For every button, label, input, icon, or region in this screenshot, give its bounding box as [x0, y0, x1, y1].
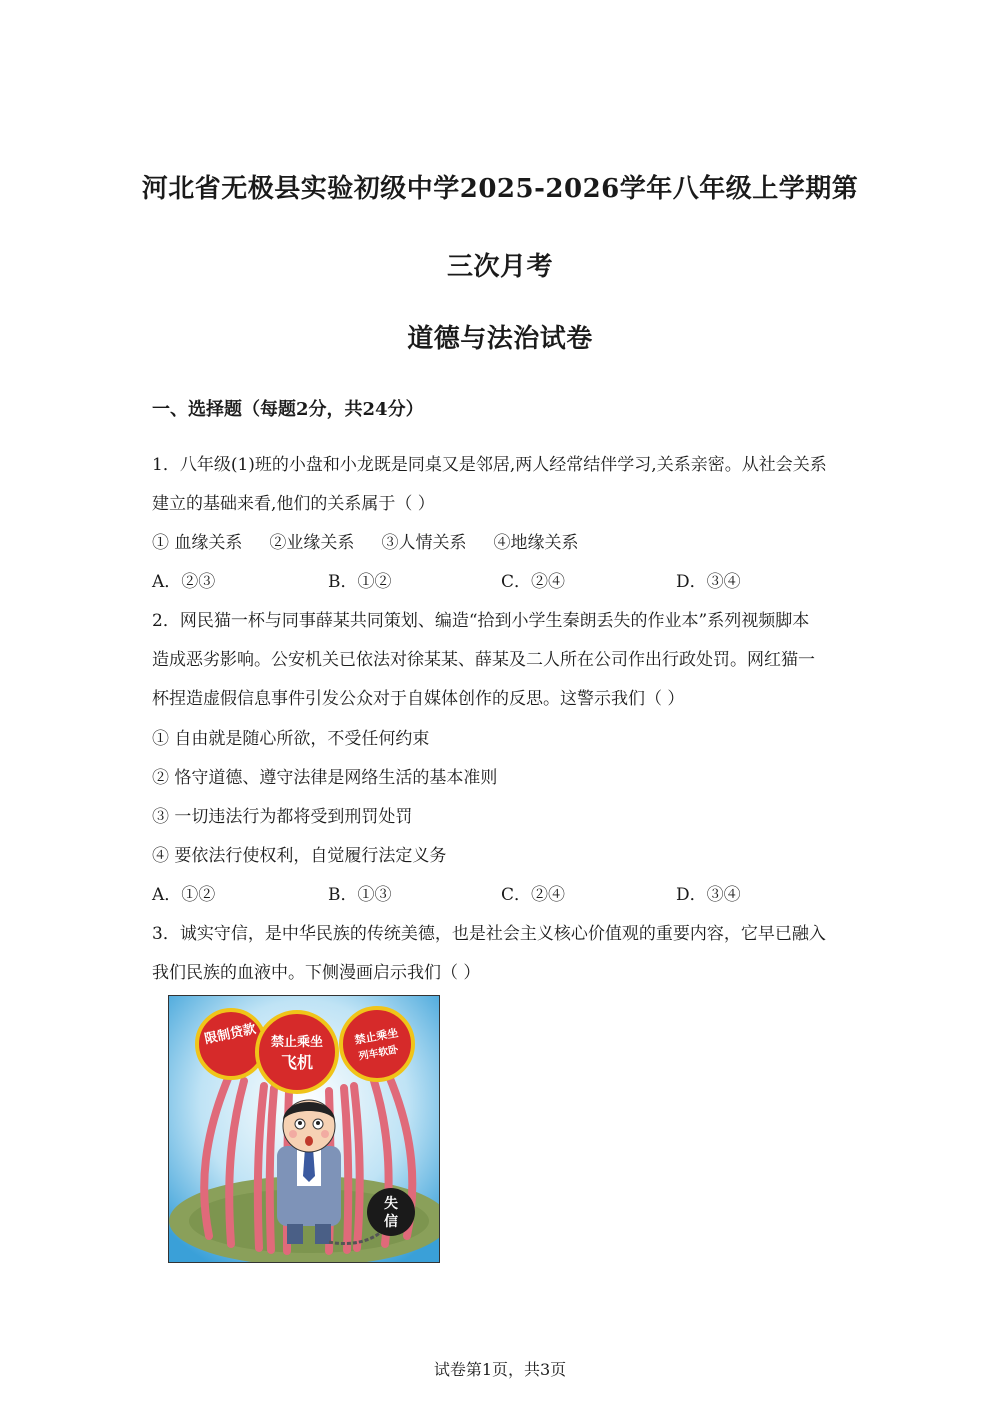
option-c[interactable]: C．②④: [501, 885, 566, 905]
question-statement: ④ 要依法行使权利，自觉履行法定义务: [152, 846, 447, 866]
option-b[interactable]: B．①③: [328, 885, 392, 905]
ball-label-2: 信: [384, 1214, 398, 1230]
option-b[interactable]: B．①②: [328, 572, 392, 592]
question-statement: ① 自由就是随心所欲，不受任何约束: [152, 729, 430, 749]
option-d[interactable]: D．③④: [676, 572, 741, 592]
question-text-line: 2．网民猫一杯与同事薛某共同策划、编造“拾到小学生秦朗丢失的作业本”系列视频脚本: [152, 611, 810, 631]
ball-label-1: 失: [384, 1196, 398, 1212]
question-text-line: 建立的基础来看,他们的关系属于（ ）: [152, 494, 435, 514]
question-text-line: 我们民族的血液中。下侧漫画启示我们（ ）: [152, 963, 481, 983]
balloon-left: [197, 1010, 265, 1078]
question-statement: ③ 一切违法行为都将受到刑罚处罚: [152, 807, 413, 827]
question-text-line: 1．八年级(1)班的小盘和小龙既是同桌又是邻居,两人经常结伴学习,关系亲密。从社会关系: [152, 455, 827, 475]
section-heading: 一、选择题（每题2分，共24分）: [152, 399, 424, 420]
person-figure: [277, 1100, 341, 1244]
balloon-right-text-2: 列车软卧: [357, 1044, 400, 1063]
page-footer: 试卷第1页，共3页: [433, 1360, 567, 1379]
exam-title-line1: 河北省无极县实验初级中学2025-2026学年八年级上学期第: [141, 174, 859, 204]
balloon-right: [341, 1008, 413, 1080]
balloon-center-text-1: 禁止乘坐: [270, 1035, 324, 1050]
option-c[interactable]: C．②④: [501, 572, 566, 592]
cartoon-svg: [169, 996, 439, 1262]
balloon-right-text-1: 禁止乘坐: [353, 1026, 400, 1047]
balloon-center-text-2: 飞机: [280, 1053, 314, 1072]
balloon-center: [257, 1012, 337, 1092]
option-a[interactable]: A．①②: [152, 885, 216, 905]
question-text-line: 杯捏造虚假信息事件引发公众对于自媒体创作的反思。这警示我们（ ）: [152, 689, 685, 709]
exam-title-line2: 三次月考: [446, 252, 553, 282]
exam-subject-title: 道德与法治试卷: [407, 324, 593, 354]
question-text-line: 3．诚实守信，是中华民族的传统美德，也是社会主义核心价值观的重要内容，它早已融入: [152, 924, 826, 944]
credit-cartoon-image: [168, 995, 440, 1263]
question-statement: ① 血缘关系 ②业缘关系 ③人情关系 ④地缘关系: [152, 533, 579, 553]
question-statement: ② 恪守道德、遵守法律是网络生活的基本准则: [152, 768, 498, 788]
question-text-line: 造成恶劣影响。公安机关已依法对徐某某、薛某及二人所在公司作出行政处罚。网红猫一: [152, 650, 815, 670]
balloon-left-text: 限制贷款: [203, 1021, 258, 1048]
option-a[interactable]: A．②③: [152, 572, 216, 592]
option-d[interactable]: D．③④: [676, 885, 741, 905]
